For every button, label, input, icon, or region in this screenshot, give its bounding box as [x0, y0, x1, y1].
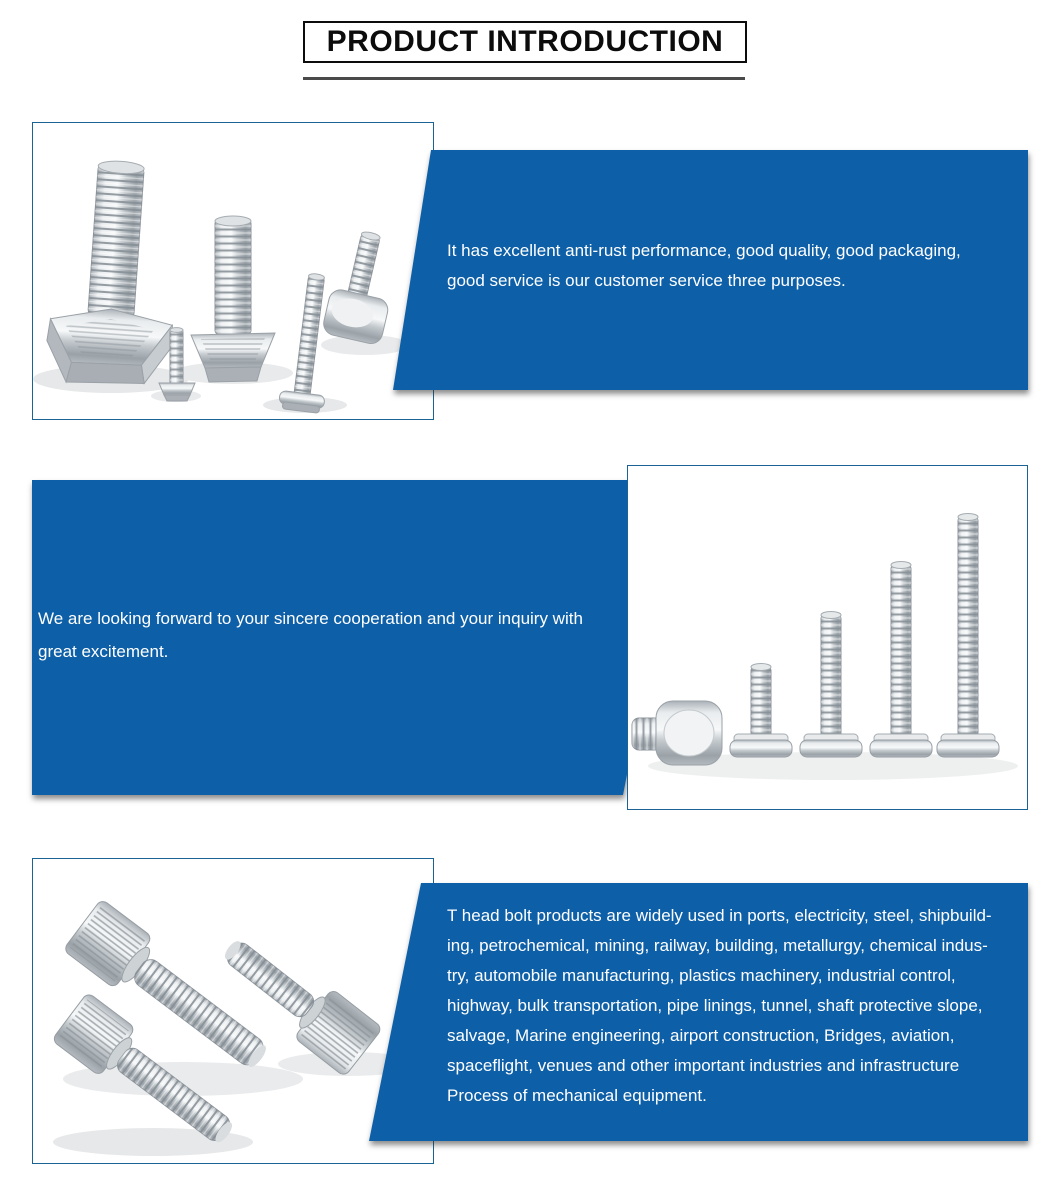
info-text-cooperation — [38, 602, 583, 668]
text-line: good service is our customer service three purposes. — [447, 271, 846, 290]
text-line: salvage, Marine engineering, airport construction, Bridges, aviation, — [447, 1026, 955, 1045]
text-line: T head bolt products are widely used in ports, electricity, steel, shipbuild- — [447, 906, 992, 925]
bolt-standing-2 — [800, 612, 862, 758]
bolt-head-front — [321, 227, 404, 346]
tbolt-row-illustration — [628, 466, 1027, 809]
text-line: Process of mechanical equipment. — [447, 1086, 707, 1105]
product-photo-tbolt-group — [32, 122, 434, 420]
info-text-applications — [447, 901, 992, 1111]
bolt-large — [44, 157, 185, 389]
bolt-standing-4 — [937, 514, 999, 758]
bolt-medium — [191, 216, 275, 382]
text-line: spaceflight, venues and other important industries and infrastructure — [447, 1056, 960, 1075]
text-line: We are looking forward to your sincere cooperation and your inquiry with — [38, 609, 583, 628]
tbolt-group-illustration — [33, 123, 433, 419]
text-line: great excitement. — [38, 642, 169, 661]
info-text-antirust — [447, 236, 961, 296]
bolt-lying — [632, 701, 722, 765]
text-line: It has excellent anti-rust performance, good quality, good packaging, — [447, 241, 961, 260]
bolt-standing-1 — [730, 664, 792, 758]
title-underline — [303, 77, 745, 80]
page-title-text: PRODUCT INTRODUCTION — [326, 25, 724, 58]
bolt-standing-3 — [870, 562, 932, 758]
text-line: try, automobile manufacturing, plastics machinery, industrial control, — [447, 966, 956, 985]
text-line: ing, petrochemical, mining, railway, building, metallurgy, chemical indus- — [447, 936, 988, 955]
page-title — [303, 21, 747, 63]
text-line: highway, bulk transportation, pipe linings, tunnel, shaft protective slope, — [447, 996, 983, 1015]
product-photo-tbolt-row — [627, 465, 1028, 810]
